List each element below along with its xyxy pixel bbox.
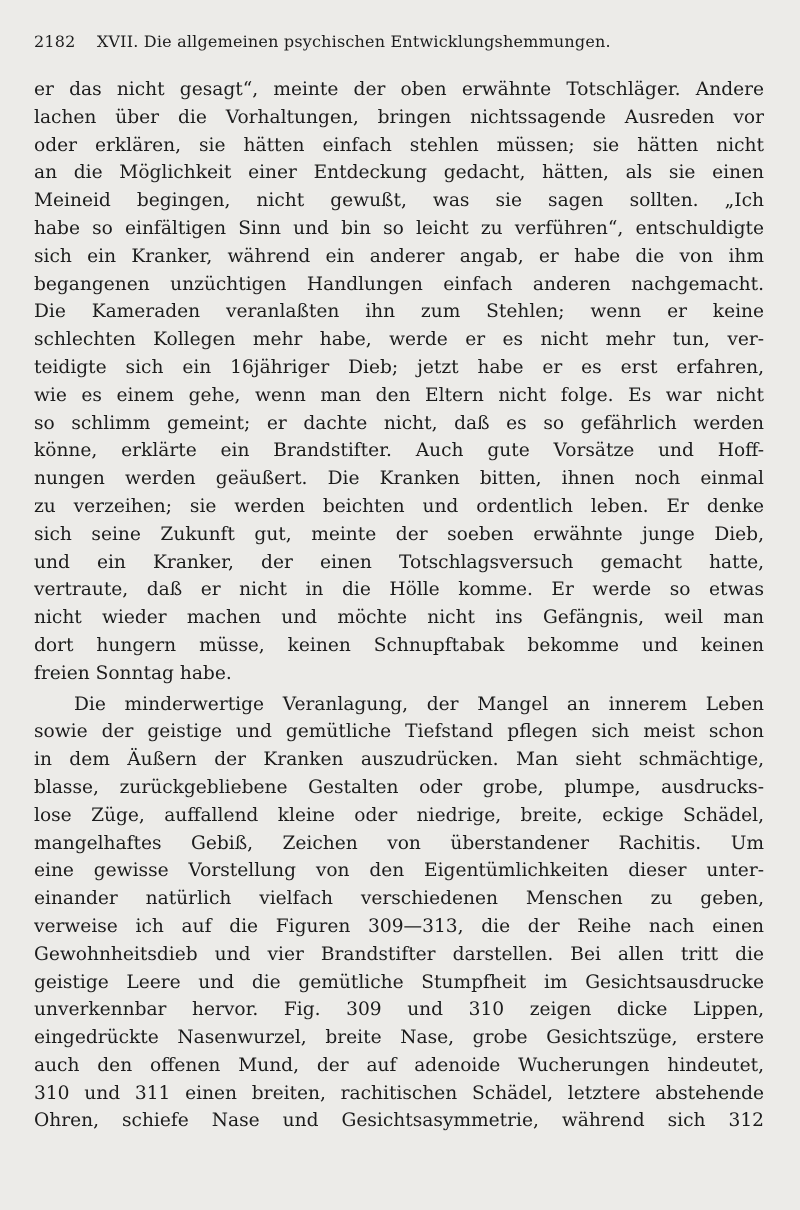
body-text: [34, 76, 764, 1135]
text-line: wie es einem gehe, wenn man den Eltern nicht folge. Es war nicht: [34, 384, 764, 406]
text-line: habe so einfältigen Sinn und bin so leicht zu verführen“, entschuldigte: [34, 217, 764, 239]
text-line: Die minderwertige Veranlagung, der Mangel an innerem Leben: [74, 693, 764, 715]
text-line: begangenen unzüchtigen Handlungen einfach anderen nachgemacht.: [34, 273, 764, 295]
text-line: könne, erklärte ein Brandstifter. Auch gute Vorsätze und Hoff-: [34, 440, 764, 462]
text-line: sowie der geistige und gemütliche Tiefstand pflegen sich meist schon: [34, 721, 764, 743]
text-line: vertraute, daß er nicht in die Hölle komme. Er werde so etwas: [34, 579, 764, 601]
text-line: zu verzeihen; sie werden beichten und ordentlich leben. Er denke: [34, 495, 764, 517]
text-line: er das nicht gesagt“, meinte der oben erwähnte Totschläger. Andere: [34, 79, 764, 100]
text-line: nungen werden geäußert. Die Kranken bitten, ihnen noch einmal: [34, 468, 764, 490]
text-line: einander natürlich vielfach verschiedenen Menschen zu geben,: [34, 888, 764, 910]
text-line: freien Sonntag habe.: [34, 662, 232, 684]
text-line: eine gewisse Vorstellung von den Eigentümlichkeiten dieser unter-: [34, 860, 764, 882]
text-line: lachen über die Vorhaltungen, bringen nichtssagende Ausreden vor: [34, 106, 764, 128]
text-line: verweise ich auf die Figuren 309—313, die der Reihe nach einen: [34, 915, 764, 937]
text-line: lose Züge, auffallend kleine oder niedrige, breite, eckige Schädel,: [34, 804, 764, 826]
text-line: eingedrückte Nasenwurzel, breite Nase, grobe Gesichtszüge, erstere: [34, 1027, 764, 1049]
text-line: so schlimm gemeint; er dachte nicht, daß es so gefährlich werden: [34, 412, 764, 434]
chapter-title: XVII. Die allgemeinen psychischen Entwicklungshemmungen.: [96, 32, 611, 51]
text-line: und ein Kranker, der einen Totschlagsversuch gemacht hatte,: [34, 551, 764, 573]
text-line: blasse, zurückgebliebene Gestalten oder grobe, plumpe, ausdrucks-: [34, 776, 764, 798]
text-line: Meineid begingen, nicht gewußt, was sie sagen sollten. „Ich: [34, 190, 764, 212]
text-line: schlechten Kollegen mehr habe, werde er es nicht mehr tun, ver-: [34, 329, 764, 351]
text-line: Ohren, schiefe Nase und Gesichtsasymmetrie, während sich 312: [34, 1110, 764, 1132]
text-line: unverkennbar hervor. Fig. 309 und 310 zeigen dicke Lippen,: [34, 999, 764, 1021]
text-line: mangelhaftes Gebiß, Zeichen von überstandener Rachitis. Um: [34, 832, 764, 854]
text-line: dort hungern müsse, keinen Schnupftabak bekomme und keinen: [34, 634, 764, 656]
paragraph-1: [34, 76, 764, 688]
text-line: nicht wieder machen und möchte nicht ins Gefängnis, weil man: [34, 607, 764, 629]
text-line: an die Möglichkeit einer Entdeckung gedacht, hätten, als sie einen: [34, 162, 764, 184]
page-number: 2182: [34, 32, 76, 51]
text-line: sich seine Zukunft gut, meinte der soeben erwähnte junge Dieb,: [34, 523, 764, 545]
text-line: oder erklären, sie hätten einfach stehlen müssen; sie hätten nicht: [34, 134, 764, 156]
paragraph-2: [34, 691, 764, 1136]
text-line: Gewohnheitsdieb und vier Brandstifter darstellen. Bei allen tritt die: [34, 943, 764, 965]
text-line: in dem Äußern der Kranken auszudrücken. Man sieht schmächtige,: [34, 749, 764, 771]
text-line: sich ein Kranker, während ein anderer angab, er habe die von ihm: [34, 245, 764, 267]
text-line: Die Kameraden veranlaßten ihn zum Stehlen; wenn er keine: [34, 301, 764, 323]
text-line: auch den offenen Mund, der auf adenoide Wucherungen hindeutet,: [34, 1054, 764, 1076]
text-line: geistige Leere und die gemütliche Stumpfheit im Gesichtsausdrucke: [34, 971, 764, 993]
text-line: teidigte sich ein 16jähriger Dieb; jetzt habe er es erst erfahren,: [34, 356, 764, 378]
text-line: 310 und 311 einen breiten, rachitischen Schädel, letztere abstehende: [34, 1082, 764, 1104]
running-head: [34, 32, 760, 60]
